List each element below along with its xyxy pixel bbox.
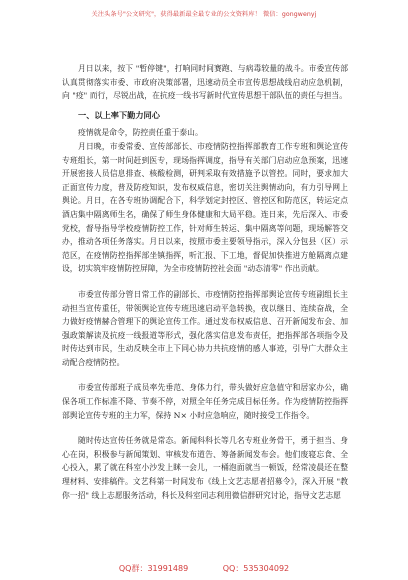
header-banner: 关注头条号"公文研究"，获得最新最全最专业的公文资料库！ 微信：gongwenyj	[91, 11, 317, 18]
paragraph-team: 市委宣传部班子成员率先垂范、身体力行，带头做好应急值守和居家办公，确保各项工作标准不降、节奏不停，对照全年任务完成目标任务。作为疫情防控指挥部舆论宣传专班的主力军，保持 N× 小时应急响应，随时接受工作指令。	[62, 383, 348, 420]
paragraph-command: 疫情就是命令，防控责任重于泰山。	[78, 128, 203, 138]
footer-qq-group: QQ群：31991489	[118, 564, 189, 573]
footer-qq: QQ：535304092	[222, 564, 290, 573]
paragraph-intro: 月日以来，按下 "暂停键"，打响同时间赛跑、与病毒较量的战斗。市委宣传部认真贯彻落实市委、市政府决策部署，迅速动员全市宣传思想战线启动应急机制，向 "疫" 而行，尽锐出战，在抗疫一线书写新时代宣传思想干部队伍的责任与担当。	[62, 64, 348, 101]
paragraph-deputy: 市委宣传部分管日常工作的副部长、市疫情防控指挥部舆论宣传专班副组长主动担当宣传重任，带领舆论宣传专班迅速启动平急转换，夜以继日、连续奋战，全力做好疫情赫合管理下的舆论宣传工作。通过发布权威信息、召开新闻发布会、加强政策解读及抗疫一线报道等形式，强化落实信息发布责任，把指挥部各项指令及时传达到市民，生动反映全市上下同心协力共抗疫情的感人事迹，引导广大群众主动配合疫情防控。	[62, 289, 348, 367]
section-heading-1: 一、以上率下勤力同心	[78, 109, 160, 120]
paragraph-leadership: 月日晚，市委常委、宣传部部长、市疫情防控指挥部教育工作专班和舆论宣传专班组长，第一时间赶到医专，现场指挥调度，指导有关部门启动应急预案，迅速开展密接人员信息排查、核酸检测，研判采取有效措施予以管控。同时，要求加大正面宣传力度，普及防疫知识，发布权威信息，密切关注舆情动向，有力引导网上舆论。月日，在各专班协调配合下，科学划定封控区、管控区和防范区，转运定点酒店集中隔离师生名，确保了师生身体健康和大局平稳。连日来，先后深入、市委党校，督导指导学校疫情防控工作，针对师生转运、集中隔离等问题，现场解答交办，推动各项任务落实。月日以来，按照市委主要领导指示，深入分包县（区）示范区，在疫情防控指挥部坐镇指挥，听汇报、下工地，督促加快推进方舱隔离点建设，切实筑牢疫情防控屏障，为全市疫情防控社会面 "动态清零" 作出贡献。	[62, 141, 348, 274]
paragraph-news-section: 随时传达宣传任务就是常态。新闻科科长等几名专班业务骨干，勇于担当、身心在岗，积极参与新闻策划、审核发布道告、筹备新闻发布会。他们废寝忘食、全心投入，累了就在科室小沙发上眯一会儿，一桶泡面就当一顿饭，经常凌晨还在整理材料、安排稿件。文艺科第一时间发布《线上文艺志愿者招募令》，深入开展 "教你一招" 线上志愿服务活动，科长及科室同志利用微信群研究讨论，指导文艺志愿	[62, 436, 348, 500]
document-body	[62, 50, 348, 502]
footer-contact	[0, 563, 408, 574]
